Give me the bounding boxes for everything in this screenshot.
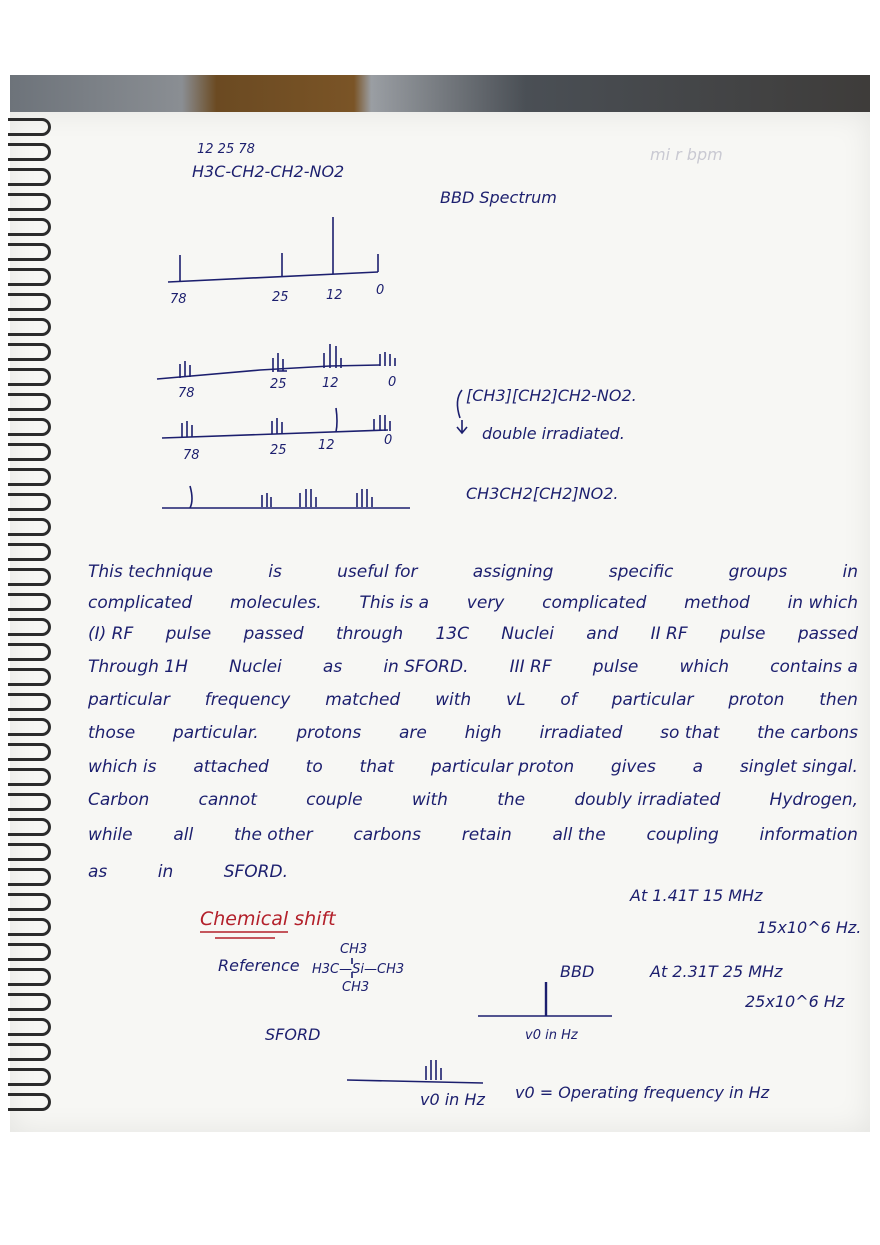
reference-label: Reference bbox=[218, 956, 300, 975]
word: Through 1H bbox=[88, 657, 188, 677]
word: all the bbox=[552, 825, 606, 845]
word: as bbox=[322, 657, 343, 677]
word: retain bbox=[461, 825, 512, 845]
spiral-ring bbox=[8, 893, 51, 911]
paragraph-line bbox=[88, 657, 858, 677]
word: singlet singal. bbox=[739, 757, 858, 777]
spiral-ring bbox=[8, 1018, 51, 1036]
word: in bbox=[157, 862, 174, 882]
axis-label: 0 bbox=[388, 375, 397, 390]
word: 13C bbox=[435, 624, 469, 644]
spiral-ring bbox=[8, 943, 51, 961]
spiral-ring bbox=[8, 518, 51, 536]
axis-label: 12 bbox=[322, 376, 339, 391]
section-heading: Chemical shift bbox=[200, 908, 336, 930]
word: proton bbox=[728, 690, 785, 710]
paragraph-line bbox=[88, 862, 288, 882]
spiral-ring bbox=[8, 868, 51, 886]
word: very bbox=[466, 593, 505, 613]
axis-label: 25 bbox=[270, 443, 287, 458]
axis-label: 0 bbox=[376, 283, 385, 298]
word: molecules. bbox=[230, 593, 322, 613]
word: all bbox=[173, 825, 194, 845]
paragraph-line bbox=[88, 690, 858, 710]
word: irradiated bbox=[539, 723, 623, 743]
field-strength-1: At 1.41T 15 MHz bbox=[630, 886, 763, 905]
word: those bbox=[88, 723, 136, 743]
word: This is a bbox=[359, 593, 430, 613]
word: This technique bbox=[88, 562, 213, 582]
spiral-ring bbox=[8, 668, 51, 686]
word: Hydrogen, bbox=[769, 790, 858, 810]
spiral-ring bbox=[8, 543, 51, 561]
word: of bbox=[560, 690, 577, 710]
paragraph-line bbox=[88, 825, 858, 845]
word: groups bbox=[728, 562, 788, 582]
word: a bbox=[692, 757, 704, 777]
word: which bbox=[679, 657, 730, 677]
spiral-ring bbox=[8, 1068, 51, 1086]
double-irradiated-note: double irradiated. bbox=[482, 424, 625, 443]
spiral-ring bbox=[8, 843, 51, 861]
word: particular proton bbox=[430, 757, 575, 777]
word: Nuclei bbox=[229, 657, 282, 677]
word: assigning bbox=[472, 562, 554, 582]
spiral-ring bbox=[8, 918, 51, 936]
spiral-ring bbox=[8, 768, 51, 786]
word: (I) RF bbox=[88, 624, 134, 644]
spiral-ring bbox=[8, 693, 51, 711]
axis-label: 78 bbox=[178, 386, 195, 401]
spiral-ring bbox=[8, 318, 51, 336]
word: high bbox=[464, 723, 502, 743]
word: that bbox=[359, 757, 395, 777]
word: while bbox=[88, 825, 133, 845]
faint-text: mi r bpm bbox=[650, 145, 723, 164]
tms-structure-bottom: CH3 bbox=[342, 980, 370, 995]
word: matched bbox=[325, 690, 401, 710]
word: in which bbox=[787, 593, 858, 613]
formula-annotation: CH3CH2[CH2]NO2. bbox=[466, 484, 619, 503]
spiral-ring bbox=[8, 118, 51, 136]
peak-numbers: 12 25 78 bbox=[197, 142, 255, 157]
spiral-ring bbox=[8, 968, 51, 986]
word: Nuclei bbox=[501, 624, 554, 644]
word: couple bbox=[306, 790, 363, 810]
word: III RF bbox=[509, 657, 552, 677]
word: in SFORD. bbox=[383, 657, 469, 677]
word: with bbox=[435, 690, 472, 710]
spiral-ring bbox=[8, 418, 51, 436]
spiral-ring bbox=[8, 618, 51, 636]
word: the carbons bbox=[757, 723, 858, 743]
word: pulse bbox=[165, 624, 212, 644]
word: protons bbox=[296, 723, 362, 743]
spiral-ring bbox=[8, 443, 51, 461]
paragraph-line bbox=[88, 593, 858, 613]
spiral-ring bbox=[8, 1093, 51, 1111]
spiral-ring bbox=[8, 143, 51, 161]
spiral-ring bbox=[8, 393, 51, 411]
word: complicated bbox=[542, 593, 647, 613]
paragraph-line bbox=[88, 723, 858, 743]
word: through bbox=[335, 624, 404, 644]
word: particular bbox=[611, 690, 694, 710]
word: passed bbox=[797, 624, 858, 644]
spiral-ring bbox=[8, 343, 51, 361]
spiral-ring bbox=[8, 493, 51, 511]
axis-label: 0 bbox=[384, 433, 393, 448]
spiral-ring bbox=[8, 218, 51, 236]
spiral-ring bbox=[8, 1043, 51, 1061]
word: II RF bbox=[650, 624, 688, 644]
word: vL bbox=[506, 690, 526, 710]
spectrum-title: BBD Spectrum bbox=[440, 188, 557, 207]
word: as bbox=[88, 862, 108, 882]
frequency-2: 25x10^6 Hz bbox=[745, 992, 845, 1011]
word: cannot bbox=[198, 790, 257, 810]
word: complicated bbox=[88, 593, 193, 613]
word: and bbox=[586, 624, 619, 644]
word: doubly irradiated bbox=[574, 790, 721, 810]
axis-label: 25 bbox=[272, 290, 289, 305]
word: then bbox=[819, 690, 858, 710]
sford-label: SFORD bbox=[265, 1025, 321, 1044]
axis-label: 12 bbox=[326, 288, 343, 303]
word: is bbox=[268, 562, 282, 582]
spiral-ring bbox=[8, 993, 51, 1011]
bbd-axis-label: v0 in Hz bbox=[525, 1028, 578, 1043]
word: pulse bbox=[592, 657, 639, 677]
word: useful for bbox=[337, 562, 418, 582]
axis-label: 78 bbox=[170, 292, 187, 307]
tms-structure-top: CH3 bbox=[340, 942, 368, 957]
word: method bbox=[684, 593, 750, 613]
word: passed bbox=[243, 624, 304, 644]
paragraph-line bbox=[88, 757, 858, 777]
axis-label: 12 bbox=[318, 438, 335, 453]
spiral-binding bbox=[8, 118, 58, 1118]
field-strength-2: At 2.31T 25 MHz bbox=[650, 962, 783, 981]
word: the other bbox=[234, 825, 313, 845]
spiral-ring bbox=[8, 243, 51, 261]
word: which is bbox=[88, 757, 157, 777]
spiral-ring bbox=[8, 818, 51, 836]
word: pulse bbox=[719, 624, 766, 644]
word: attached bbox=[193, 757, 269, 777]
axis-label: 78 bbox=[183, 448, 200, 463]
bbd-label: BBD bbox=[560, 962, 595, 981]
spiral-ring bbox=[8, 293, 51, 311]
word: SFORD. bbox=[223, 862, 288, 882]
word: gives bbox=[610, 757, 656, 777]
frequency-1: 15x10^6 Hz. bbox=[757, 918, 862, 937]
word: so that bbox=[660, 723, 720, 743]
spiral-ring bbox=[8, 193, 51, 211]
paragraph-line bbox=[88, 624, 858, 644]
word: the bbox=[497, 790, 526, 810]
spiral-ring bbox=[8, 593, 51, 611]
sford-axis-label: v0 in Hz bbox=[420, 1090, 485, 1109]
axis-label: 25 bbox=[270, 377, 287, 392]
word: particular bbox=[88, 690, 170, 710]
paragraph-line bbox=[88, 562, 858, 582]
spiral-ring bbox=[8, 168, 51, 186]
tms-structure: H3C—Si—CH3 bbox=[312, 962, 405, 977]
spiral-ring bbox=[8, 718, 51, 736]
molecule-formula: H3C-CH2-CH2-NO2 bbox=[192, 162, 345, 181]
spiral-ring bbox=[8, 643, 51, 661]
spiral-ring bbox=[8, 368, 51, 386]
definition-note: v0 = Operating frequency in Hz bbox=[515, 1083, 770, 1102]
word: are bbox=[399, 723, 427, 743]
word: particular. bbox=[172, 723, 259, 743]
word: frequency bbox=[204, 690, 291, 710]
word: contains a bbox=[770, 657, 858, 677]
paragraph-line bbox=[88, 790, 858, 810]
word: specific bbox=[608, 562, 674, 582]
word: Carbon bbox=[88, 790, 150, 810]
spiral-ring bbox=[8, 468, 51, 486]
word: coupling bbox=[646, 825, 719, 845]
spiral-ring bbox=[8, 793, 51, 811]
word: carbons bbox=[353, 825, 421, 845]
word: in bbox=[842, 562, 858, 582]
formula-annotation: [CH3][CH2]CH2-NO2. bbox=[466, 386, 637, 405]
word: information bbox=[759, 825, 858, 845]
spiral-ring bbox=[8, 568, 51, 586]
spiral-ring bbox=[8, 743, 51, 761]
word: with bbox=[411, 790, 448, 810]
word: to bbox=[305, 757, 323, 777]
spiral-ring bbox=[8, 268, 51, 286]
